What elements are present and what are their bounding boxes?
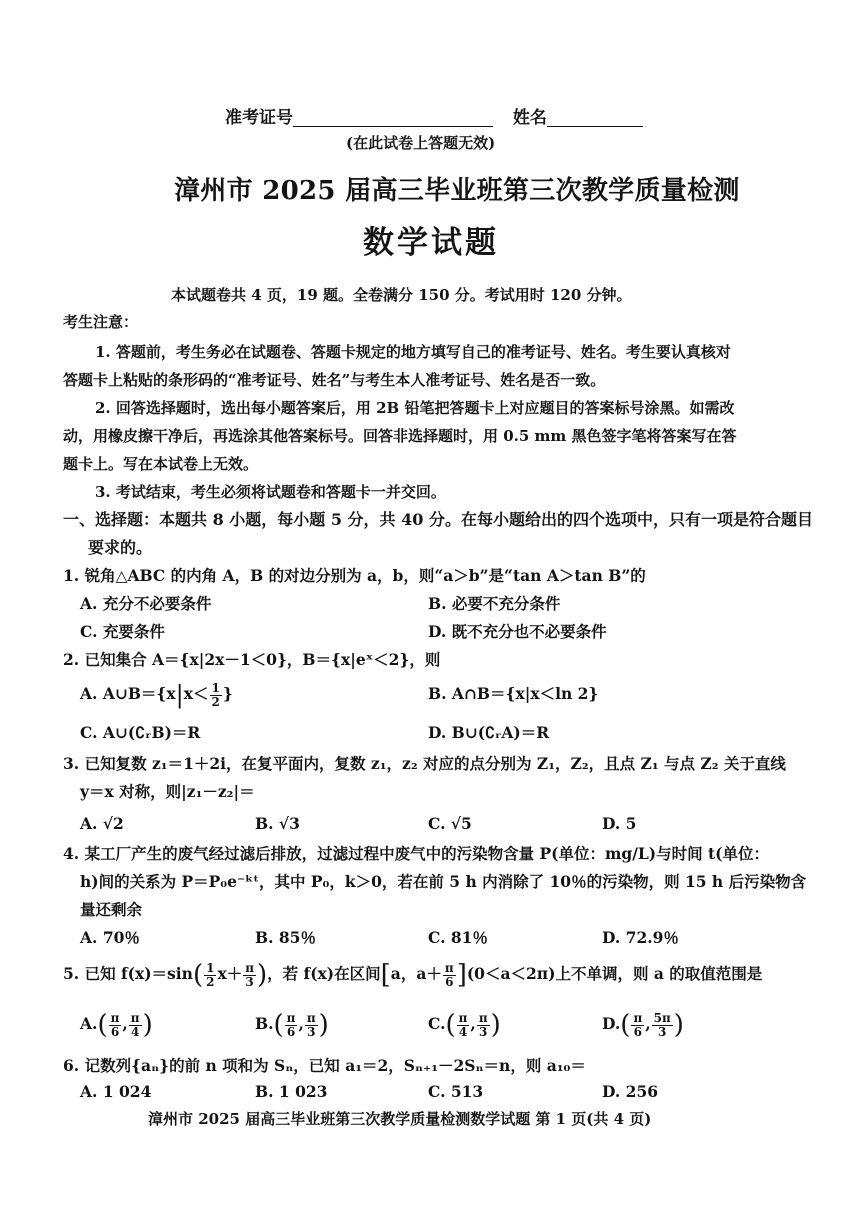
question-1-stem: 1. 锐角△ABC 的内角 A，B 的对边分别为 a，b，则“a＞b”是“tan A＞tan B”的 [63, 566, 646, 585]
notice-line: 2. 回答选择题时，选出每小题答案后，用 2B 铅笔把答题卡上对应题目的答案标号涂黑。如需改 [95, 399, 735, 417]
notice-line: 1. 答题前，考生务必在试题卷、答题卡规定的地方填写自己的准考证号、姓名。考生要认真核对 [95, 343, 731, 361]
question-5-stem: 5. 已知 f(x)＝sin( $\frac{1}{2}$ x＋ $\frac{\pi}{3}$ )，若 f(x)在区间[a，a＋ $\frac{\pi}{6}$ ](0＜a＜2π)上不单调，则 a 的取值范围是 [63, 960, 763, 991]
option-a-suffix: } [222, 684, 233, 704]
q5-suffix: (0＜a＜2π)上不单调，则 a 的取值范围是 [466, 964, 763, 984]
page-footer: 漳州市 2025 届高三毕业班第三次教学质量检测数学试题 第 1 页(共 4 页) [148, 1110, 652, 1128]
notice-line: 3. 考试结束，考生必须将试题卷和答题卡一并交回。 [95, 483, 446, 501]
question-2-option-b: B. A∩B＝{x|x＜ln 2} [428, 684, 599, 703]
exam-id-row [225, 110, 643, 127]
question-5-option-a: A.( $\frac{\pi}{6}$ , $\frac{\pi}{4}$ ) [80, 1010, 153, 1041]
fraction: $\frac{\pi}{6}$ [444, 961, 454, 989]
question-3-stem: 3. 已知复数 z₁＝1＋2i，在复平面内，复数 z₁，z₂ 对应的点分别为 Z₁，Z₂，且点 Z₁ 与点 Z₂ 关于直线 [63, 754, 786, 773]
q5-interval: a，a＋ [390, 964, 442, 984]
notice-heading: 考生注意： [63, 313, 139, 331]
question-4-stem-cont: h)间的关系为 P＝P₀e⁻ᵏᵗ，其中 P₀，k＞0，若在前 5 h 内消除了 10％的污染物，则 15 h 后污染物含 [80, 872, 807, 891]
fraction: $\frac{1}{2}$ [206, 961, 215, 989]
question-1-option-c: C. 充要条件 [80, 622, 165, 641]
question-2-option-c: C. A∪(∁ᵣB)＝R [80, 723, 201, 742]
question-4-option-c: C. 81％ [428, 928, 488, 947]
q5-prefix: 5. 已知 f(x)＝sin [63, 964, 193, 984]
question-2-option-a: A. A∪B＝{x|x＜ $\frac{1}{2}$ } [80, 681, 233, 710]
question-5-option-c: C.( $\frac{\pi}{4}$ , $\frac{\pi}{3}$ ) [428, 1010, 501, 1041]
section-heading-cont: 要求的。 [88, 538, 153, 557]
question-3-option-d: D. 5 [602, 814, 637, 833]
question-6-stem: 6. 记数列{aₙ}的前 n 项和为 Sₙ，已知 a₁＝2，Sₙ₊₁－2Sₙ＝n，则 a₁₀＝ [63, 1056, 586, 1075]
question-4-stem: 4. 某工厂产生的废气经过滤后排放，过滤过程中废气中的污染物含量 P(单位：mg/L)与时间 t(单位： [63, 844, 769, 863]
question-4-option-b: B. 85％ [255, 928, 316, 947]
notice-line: 动，用橡皮擦干净后，再选涂其他答案标号。回答非选择题时，用 0.5 mm 黑色签字笔将答案写在答 [63, 427, 737, 445]
name-label: 姓名 [512, 108, 547, 128]
exam-title: 漳州市 2025 届高三毕业班第三次教学质量检测 [174, 176, 740, 206]
question-2-option-d: D. B∪(∁ᵣA)＝R [428, 723, 550, 742]
notice-line: 题卡上。写在本试卷上无效。 [63, 455, 259, 473]
fraction: $\frac{\pi}{3}$ [245, 961, 254, 989]
question-5-option-d: D.( $\frac{\pi}{6}$ , $\frac{5\pi}{3}$ ) [602, 1010, 684, 1041]
question-3-option-b: B. √3 [255, 814, 300, 833]
exam-id-blank [293, 112, 493, 127]
question-1-option-a: A. 充分不必要条件 [80, 594, 212, 613]
notice-line: 答题卡上粘贴的条形码的“准考证号、姓名”与考生本人准考证号、姓名是否一致。 [63, 371, 606, 389]
option-a-prefix: A. A∪B＝{x [80, 684, 176, 704]
question-6-option-a: A. 1 024 [80, 1082, 152, 1101]
q5-mid: ，若 f(x)在区间 [267, 964, 381, 984]
option-a-mid: x＜ [183, 684, 209, 704]
question-4-option-d: D. 72.9％ [602, 928, 679, 947]
question-3-option-c: C. √5 [428, 814, 472, 833]
question-4-option-a: A. 70％ [80, 928, 140, 947]
question-6-option-d: D. 256 [602, 1082, 659, 1101]
question-6-option-c: C. 513 [428, 1082, 484, 1101]
q5-inner: x＋ [217, 964, 243, 984]
fraction: $\frac{1}{2}$ [211, 681, 220, 709]
subject-title: 数学试题 [363, 225, 499, 261]
question-4-stem-cont: 量还剩余 [80, 900, 143, 919]
question-3-stem-cont: y＝x 对称，则|z₁－z₂|＝ [80, 782, 255, 801]
question-2-stem: 2. 已知集合 A＝{x|2x－1＜0}，B＝{x|eˣ＜2}，则 [63, 650, 441, 669]
exam-info: 本试题卷共 4 页，19 题。全卷满分 150 分。考试用时 120 分钟。 [171, 286, 632, 304]
name-blank [547, 112, 643, 127]
section-heading: 一、选择题：本题共 8 小题，每小题 5 分，共 40 分。在每小题给出的四个选项中，只有一项是符合题目 [63, 510, 813, 529]
question-5-option-b: B.( $\frac{\pi}{6}$ , $\frac{\pi}{3}$ ) [255, 1010, 329, 1041]
answer-invalid-note: (在此试卷上答题无效) [346, 134, 496, 152]
question-6-option-b: B. 1 023 [255, 1082, 328, 1101]
exam-id-label: 准考证号 [225, 108, 293, 128]
question-1-option-d: D. 既不充分也不必要条件 [428, 622, 607, 641]
question-3-option-a: A. √2 [80, 814, 124, 833]
question-1-option-b: B. 必要不充分条件 [428, 594, 561, 613]
